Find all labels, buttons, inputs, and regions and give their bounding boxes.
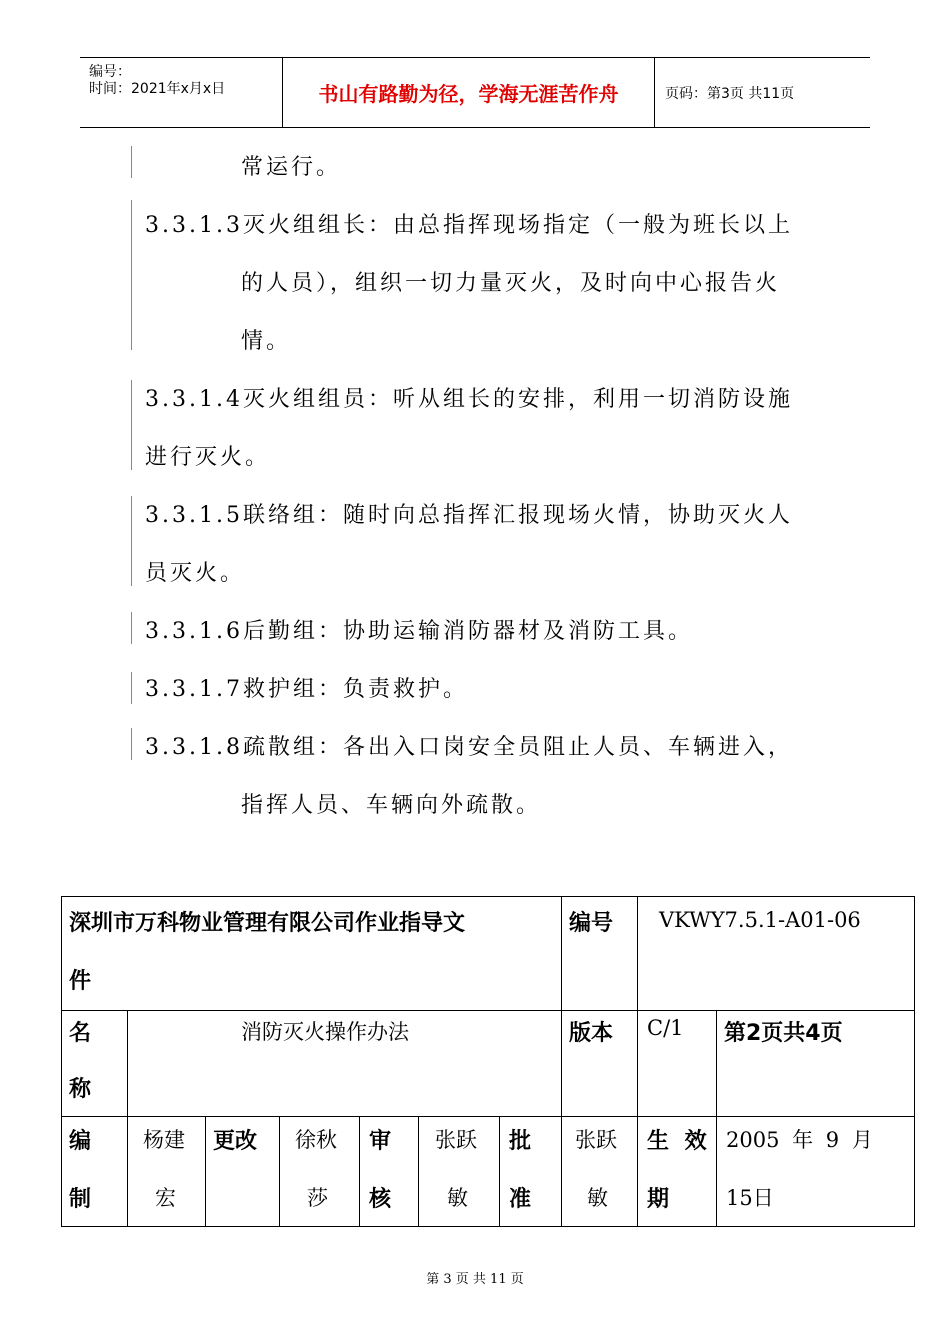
table-border — [61, 896, 62, 1226]
body-line: 进行灭火。 — [145, 445, 271, 470]
margin-mark — [131, 612, 132, 644]
table-border — [418, 1116, 419, 1226]
document-name: 消防灭火操作办法 — [241, 1020, 409, 1044]
company-name-line2: 件 — [69, 969, 92, 994]
body-line: 3.3.1.6后勤组：协助运输消防器材及消防工具。 — [145, 619, 693, 644]
table-border — [61, 896, 915, 897]
table-border — [716, 1116, 717, 1226]
table-border — [61, 1226, 915, 1227]
approved-by-2: 敏 — [587, 1186, 608, 1210]
body-line: 员灭火。 — [145, 561, 246, 586]
body-line: 常运行。 — [241, 155, 342, 180]
approve-label-2: 准 — [509, 1187, 532, 1212]
margin-mark — [131, 496, 132, 586]
reviewed-by-1: 张跃 — [435, 1128, 477, 1152]
effective-label-2: 期 — [647, 1187, 670, 1212]
company-name-line1: 深圳市万科物业管理有限公司作业指导文 — [69, 911, 466, 936]
reviewed-by-2: 敏 — [447, 1186, 468, 1210]
document-control-table — [61, 896, 915, 1226]
version-value: C/1 — [647, 1016, 684, 1040]
body-line: 3.3.1.5联络组：随时向总指挥汇报现场火情，协助灭火人 — [145, 503, 793, 528]
body-line: 的人员），组织一切力量灭火，及时向中心报告火 — [241, 271, 781, 296]
margin-mark — [131, 146, 132, 178]
header-motto: 书山有路勤为径，学海无涯苦作舟 — [282, 58, 655, 127]
table-border — [127, 1010, 128, 1226]
header-meta — [89, 64, 225, 98]
body-line: 3.3.1.4灭火组组员：听从组长的安排，利用一切消防设施 — [145, 387, 793, 412]
header-time-label: 时间：2021年x月x日 — [89, 81, 226, 97]
body-line: 指挥人员、车辆向外疏散。 — [241, 793, 542, 818]
table-border — [561, 896, 562, 1116]
table-border — [637, 896, 638, 1010]
body-line: 3.3.1.7救护组：负责救护。 — [145, 677, 468, 702]
table-border — [499, 1116, 500, 1226]
margin-mark — [131, 672, 132, 704]
effective-label-1: 生 效 — [647, 1129, 707, 1154]
name-label-2: 称 — [69, 1077, 92, 1102]
table-border — [914, 896, 915, 1226]
prepared-by-2: 宏 — [155, 1186, 176, 1210]
prepared-label-1: 编 — [69, 1129, 92, 1154]
review-label-1: 审 — [369, 1129, 392, 1154]
approved-by-1: 张跃 — [575, 1128, 617, 1152]
revised-by-1: 徐秋 — [295, 1128, 337, 1152]
revised-label: 更改 — [213, 1129, 258, 1154]
version-label: 版本 — [569, 1021, 614, 1046]
table-border — [61, 1010, 915, 1011]
page-header — [80, 57, 870, 128]
page-footer: 第 3 页 共 11 页 — [426, 1272, 524, 1287]
table-border — [359, 1116, 360, 1226]
margin-mark — [131, 380, 132, 470]
header-page-label: 页码：第3页 共11页 — [665, 85, 795, 102]
table-border — [637, 1010, 638, 1116]
name-label-1: 名 — [69, 1021, 92, 1046]
body-line: 情。 — [241, 329, 292, 354]
header-number-label: 编号： — [89, 64, 131, 80]
prepared-by-1: 杨建 — [143, 1128, 185, 1152]
table-border — [205, 1116, 206, 1226]
table-border — [61, 1116, 915, 1117]
approve-label-1: 批 — [509, 1129, 532, 1154]
table-border — [279, 1116, 280, 1226]
table-border — [637, 1116, 638, 1226]
margin-mark — [131, 200, 132, 350]
table-border — [716, 1010, 717, 1116]
body-line: 3.3.1.8疏散组：各出入口岗安全员阻止人员、车辆进入， — [145, 735, 793, 760]
page-info: 第2页共4页 — [724, 1021, 843, 1046]
effective-date-1: 2005 年 9 月 — [726, 1128, 873, 1152]
review-label-2: 核 — [369, 1187, 392, 1212]
effective-date-2: 15日 — [726, 1186, 774, 1210]
table-border — [561, 1116, 562, 1226]
code-label: 编号 — [569, 911, 614, 936]
code-value: VKWY7.5.1-A01-06 — [659, 908, 861, 932]
body-line: 3.3.1.3灭火组组长：由总指挥现场指定（一般为班长以上 — [145, 213, 793, 238]
margin-mark — [131, 728, 132, 760]
prepared-label-2: 制 — [69, 1187, 92, 1212]
revised-by-2: 莎 — [307, 1186, 328, 1210]
